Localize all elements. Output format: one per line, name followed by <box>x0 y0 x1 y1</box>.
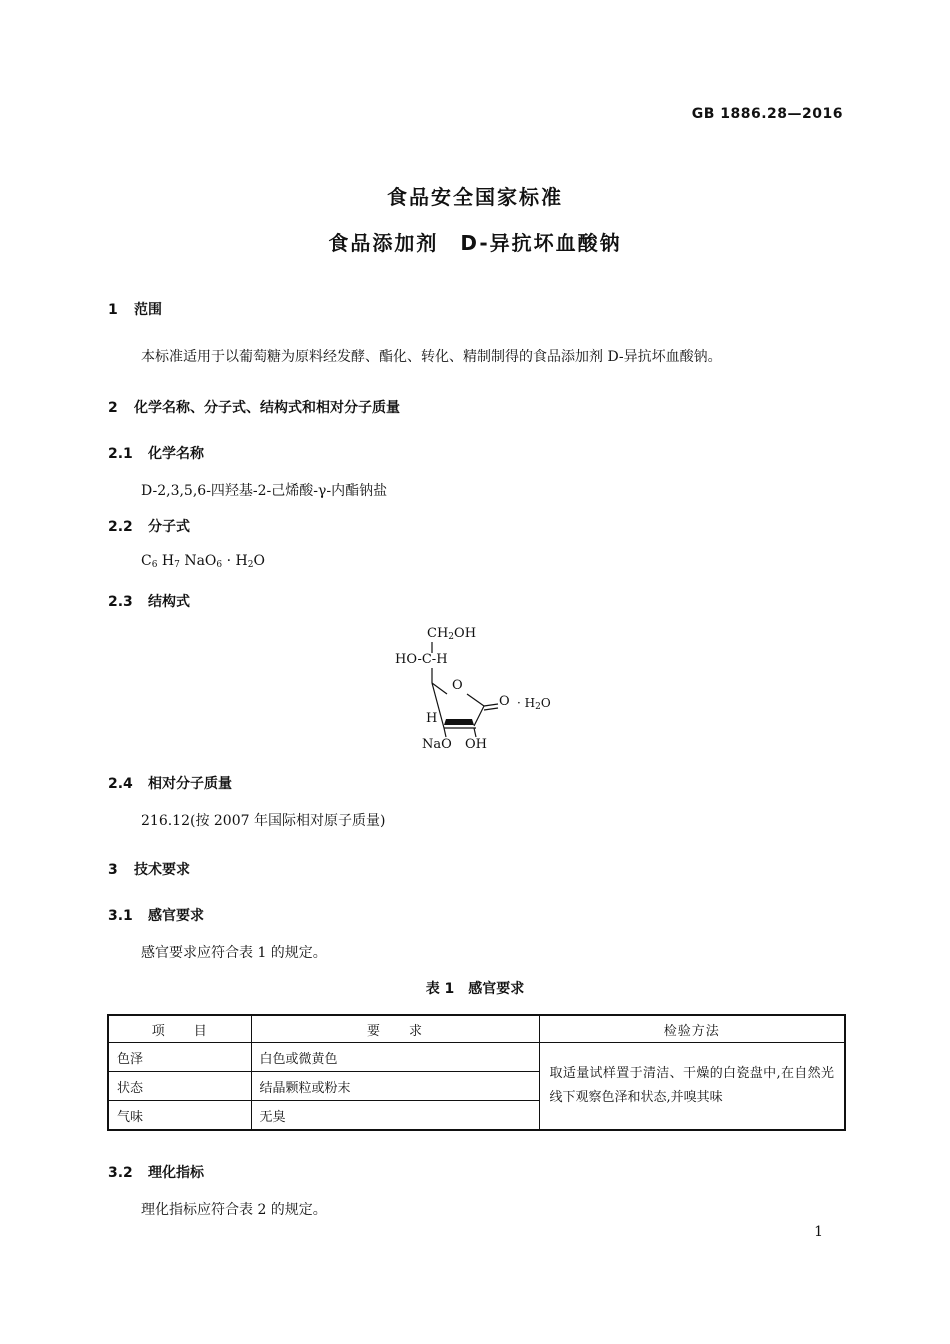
section-3-1-heading <box>108 905 204 925</box>
section-3-1-body: 感官要求应符合表 1 的规定。 <box>141 945 327 961</box>
section-1-heading <box>108 299 162 319</box>
section-title: 相对分子质量 <box>148 776 232 792</box>
section-number: 3 <box>108 862 118 878</box>
chemical-name: D-2,3,5,6-四羟基-2-己烯酸-γ-内酯钠盐 <box>141 483 388 499</box>
section-3-2-body: 理化指标应符合表 2 的规定。 <box>141 1202 327 1218</box>
section-title: 范围 <box>134 302 162 318</box>
cell-item: 色泽 <box>108 1043 251 1072</box>
table-row <box>108 1043 845 1072</box>
struct-ho-c-h: HO-C-H <box>395 652 448 667</box>
section-number: 1 <box>108 302 118 318</box>
cell-requirement: 无臭 <box>251 1101 539 1131</box>
cell-requirement: 结晶颗粒或粉末 <box>251 1072 539 1101</box>
section-title: 化学名称、分子式、结构式和相对分子质量 <box>134 400 400 416</box>
struct-keto-oxygen: O <box>499 694 510 709</box>
table-header-row <box>108 1015 845 1043</box>
section-number: 2.1 <box>108 446 133 462</box>
section-number: 3.1 <box>108 908 133 924</box>
section-2-heading <box>108 397 400 417</box>
header-requirement: 要 求 <box>251 1015 539 1043</box>
cell-requirement: 白色或微黄色 <box>251 1043 539 1072</box>
section-title: 分子式 <box>148 519 190 535</box>
header-item: 项 目 <box>108 1015 251 1043</box>
standard-number: GB 1886.28—2016 <box>691 106 843 122</box>
doc-title-line1: 食品安全国家标准 <box>387 185 563 209</box>
section-2-2-heading <box>108 516 190 536</box>
section-3-heading <box>108 859 190 879</box>
structural-formula <box>380 620 580 760</box>
section-2-3-heading <box>108 591 190 611</box>
molecular-formula: $C_6$ $H_7$ $NaO_6 \cdot H_2O$ <box>141 553 265 570</box>
header-method: 检验方法 <box>539 1015 845 1043</box>
struct-ring-oxygen: O <box>452 678 463 693</box>
section-3-2-heading <box>108 1162 204 1182</box>
table-1-caption: 表 1 感官要求 <box>425 981 525 997</box>
section-number: 2.2 <box>108 519 133 535</box>
section-number: 2 <box>108 400 118 416</box>
section-number: 2.4 <box>108 776 133 792</box>
section-title: 理化指标 <box>148 1165 204 1181</box>
cell-item: 气味 <box>108 1101 251 1131</box>
struct-oh: OH <box>465 737 487 752</box>
section-title: 感官要求 <box>148 908 204 924</box>
struct-ch2oh: $CH_2OH$ <box>427 626 477 642</box>
section-title: 结构式 <box>148 594 190 610</box>
section-2-1-heading <box>108 443 204 463</box>
section-1-body: 本标准适用于以葡萄糖为原料经发酵、酯化、转化、精制制得的食品添加剂 D-异抗坏血酸钠。 <box>141 349 722 365</box>
struct-h: H <box>426 711 438 726</box>
section-number: 2.3 <box>108 594 133 610</box>
doc-title-line2: 食品添加剂 D-异抗坏血酸钠 <box>328 231 622 255</box>
page-number: 1 <box>814 1224 823 1240</box>
section-title: 化学名称 <box>148 446 204 462</box>
section-number: 3.2 <box>108 1165 133 1181</box>
cell-item: 状态 <box>108 1072 251 1101</box>
molecular-mass: 216.12(按 2007 年国际相对原子质量) <box>141 813 386 829</box>
section-2-4-heading <box>108 773 232 793</box>
struct-water: · $H_2O$ <box>517 696 551 712</box>
section-title: 技术要求 <box>134 862 190 878</box>
sensory-requirements-table <box>107 1014 846 1131</box>
cell-method: 取适量试样置于清洁、干燥的白瓷盘中,在自然光线下观察色泽和状态,并嗅其味 <box>539 1043 845 1131</box>
struct-nao: NaO <box>422 737 452 752</box>
